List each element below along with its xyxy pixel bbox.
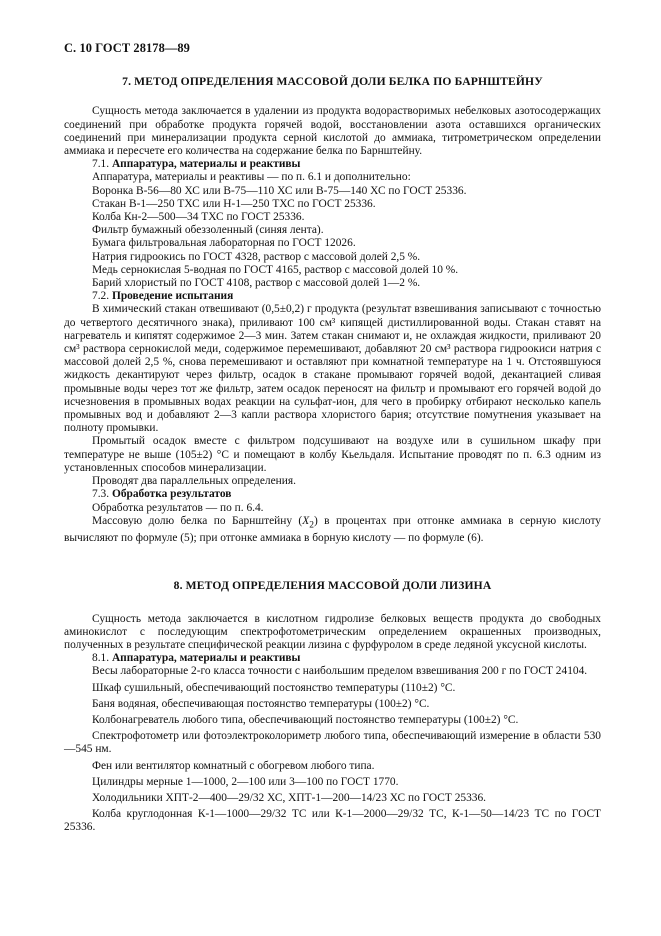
section-8-intro: Сущность метода заключается в кислотном гидролизе белковых веществ продукта до свободных аминокислот с последующим спектрофотометрическим определением окрашенных производных, полученных в результате специфической реакции лизина с фурфуролом в среде ледяной уксусной кислоты. (64, 612, 601, 651)
list-item: Фильтр бумажный обеззоленный (синяя лента). (92, 224, 324, 237)
paragraph: Промытый осадок вместе с фильтром подсушивают на воздухе или в сушильном шкафу при температуре не выше (105±2) °С и помещают в колбу Кьельдаля. Испытание проводят по п. 6.3 одним из установленных способов минерализации. (64, 435, 601, 474)
paragraph: В химический стакан отвешивают (0,5±0,2) г продукта (результат взвешивания записывают с точностью до четвертого десятичного знака), приливают 100 см³ кипящей дистиллированной воды. Стакан ставят на нагреватель и кипятят содержимое 2—3 мин. Затем стакан снимают и, не охлаждая жидкости, приливают 20 см³ раствора сернокислой меди, содержимое перемешивают, добавляют 20 см³ раствора гидроокиси натрия с массовой долей 2,5 %, снова перемешивают и оставляют при комнатной температуре на 1 ч. Отстоявшуюся жидкость декантируют через фильтр, осадок в стакане промывают горячей водой, декантацией сливая промывные воды через тот же фильтр, затем осадок переносят на фильтр и промывают его горячей водой до исчезновения в промывных водах реакции на сульфат-ион, для чего в пробирку отбирают несколько капель промывных вод и добавляют 2—3 капли раствора хлористого бария; отсутствие помутнения указывает на полноту промывки. (64, 303, 601, 435)
subsection-7-2-heading (64, 290, 601, 303)
subsection-7-1-title: Аппаратура, материалы и реактивы (111, 158, 301, 171)
list-item: Спектрофотометр или фотоэлектроколориметр любого типа, обеспечивающий измерение в области 530—545 нм. (64, 730, 601, 756)
list-item: Колба Кн-2—500—34 ТХС по ГОСТ 25336. (92, 211, 305, 224)
list-item: Бумага фильтровальная лабораторная по ГОСТ 12026. (92, 237, 356, 250)
list-item: Колба круглодонная К-1—1000—29/32 ТС или К-1—2000—29/32 ТС, К-1—50—14/23 ТС по ГОСТ 25336. (64, 808, 601, 834)
subsection-8-1-heading (64, 652, 601, 665)
list-item: Аппаратура, материалы и реактивы — по п. 6.1 и дополнительно: (92, 171, 411, 184)
list-item: Весы лабораторные 2-го класса точности с наибольшим пределом взвешивания 200 г по ГОСТ 24104. (92, 665, 588, 678)
subsection-7-1-number: 7.1. (92, 158, 110, 171)
section-7-title: 7. МЕТОД ОПРЕДЕЛЕНИЯ МАССОВОЙ ДОЛИ БЕЛКА ПО БАРНШТЕЙНУ (122, 75, 543, 89)
subsection-7-1-heading (64, 158, 601, 171)
list-item: Цилиндры мерные 1—1000, 2—100 или 3—100 по ГОСТ 1770. (92, 775, 399, 788)
subsection-7-2-title: Проведение испытания (111, 290, 234, 303)
subsection-8-1-number: 8.1. (92, 652, 110, 665)
subsection-7-3-heading (64, 488, 601, 501)
list-item: Стакан В-1—250 ТХС или Н-1—250 ТХС по ГОСТ 25336. (92, 197, 376, 210)
section-7-intro: Сущность метода заключается в удалении из продукта водорастворимых небелковых азотосодержащих соединений при обработке продукта горячей водой, восстановлении азота оставшихся органических соединений при минерализации продукта серной кислотой до аммиака, титрометрическом определении аммиака и пересчете его количества на содержание белка по Барнштейну. (64, 105, 601, 158)
section-8-title: 8. МЕТОД ОПРЕДЕЛЕНИЯ МАССОВОЙ ДОЛИ ЛИЗИНА (173, 579, 492, 593)
list-item: Шкаф сушильный, обеспечивающий постоянство температуры (110±2) °С. (92, 681, 456, 694)
list-item: Медь сернокислая 5-водная по ГОСТ 4165, раствор с массовой долей 10 %. (92, 263, 459, 276)
list-item: Барий хлористый по ГОСТ 4108, раствор с массовой долей 1—2 %. (92, 277, 421, 290)
formula-reference-paragraph (64, 515, 601, 546)
paragraph: Обработка результатов — по п. 6.4. (92, 501, 264, 514)
list-item: Натрия гидроокись по ГОСТ 4328, раствор с массовой долей 2,5 %. (92, 250, 421, 263)
subsection-7-3-number: 7.3. (92, 488, 110, 501)
variable-x: X (302, 514, 310, 527)
list-item: Фен или вентилятор комнатный с обогревом любого типа. (92, 759, 375, 772)
text-run: ) в процентах при отгонке аммиака в серную кислоту вычисляют по формуле (5); при отгонке аммиака в борную кислоту — по формуле (6). (64, 514, 601, 545)
subsection-7-3-title: Обработка результатов (111, 488, 232, 501)
list-item: Колбонагреватель любого типа, обеспечивающий постоянство температуры (100±2) °С. (92, 714, 519, 727)
subsection-8-1-title: Аппаратура, материалы и реактивы (111, 652, 301, 665)
list-item: Баня водяная, обеспечивающая постоянство температуры (100±2) °С. (92, 697, 430, 710)
list-item: Воронка В-56—80 ХС или В-75—110 ХС или В-75—140 ХС по ГОСТ 25336. (92, 184, 467, 197)
paragraph: Проводят два параллельных определения. (92, 475, 296, 488)
list-item: Холодильники ХПТ-2—400—29/32 ХС, ХПТ-1—200—14/23 ХС по ГОСТ 25336. (92, 792, 487, 805)
variable-subscript: 2 (309, 519, 314, 530)
text-run: Массовую долю белка по Барнштейну ( (92, 514, 303, 527)
subsection-7-2-number: 7.2. (92, 290, 110, 303)
page-header: С. 10 ГОСТ 28178—89 (64, 41, 190, 55)
